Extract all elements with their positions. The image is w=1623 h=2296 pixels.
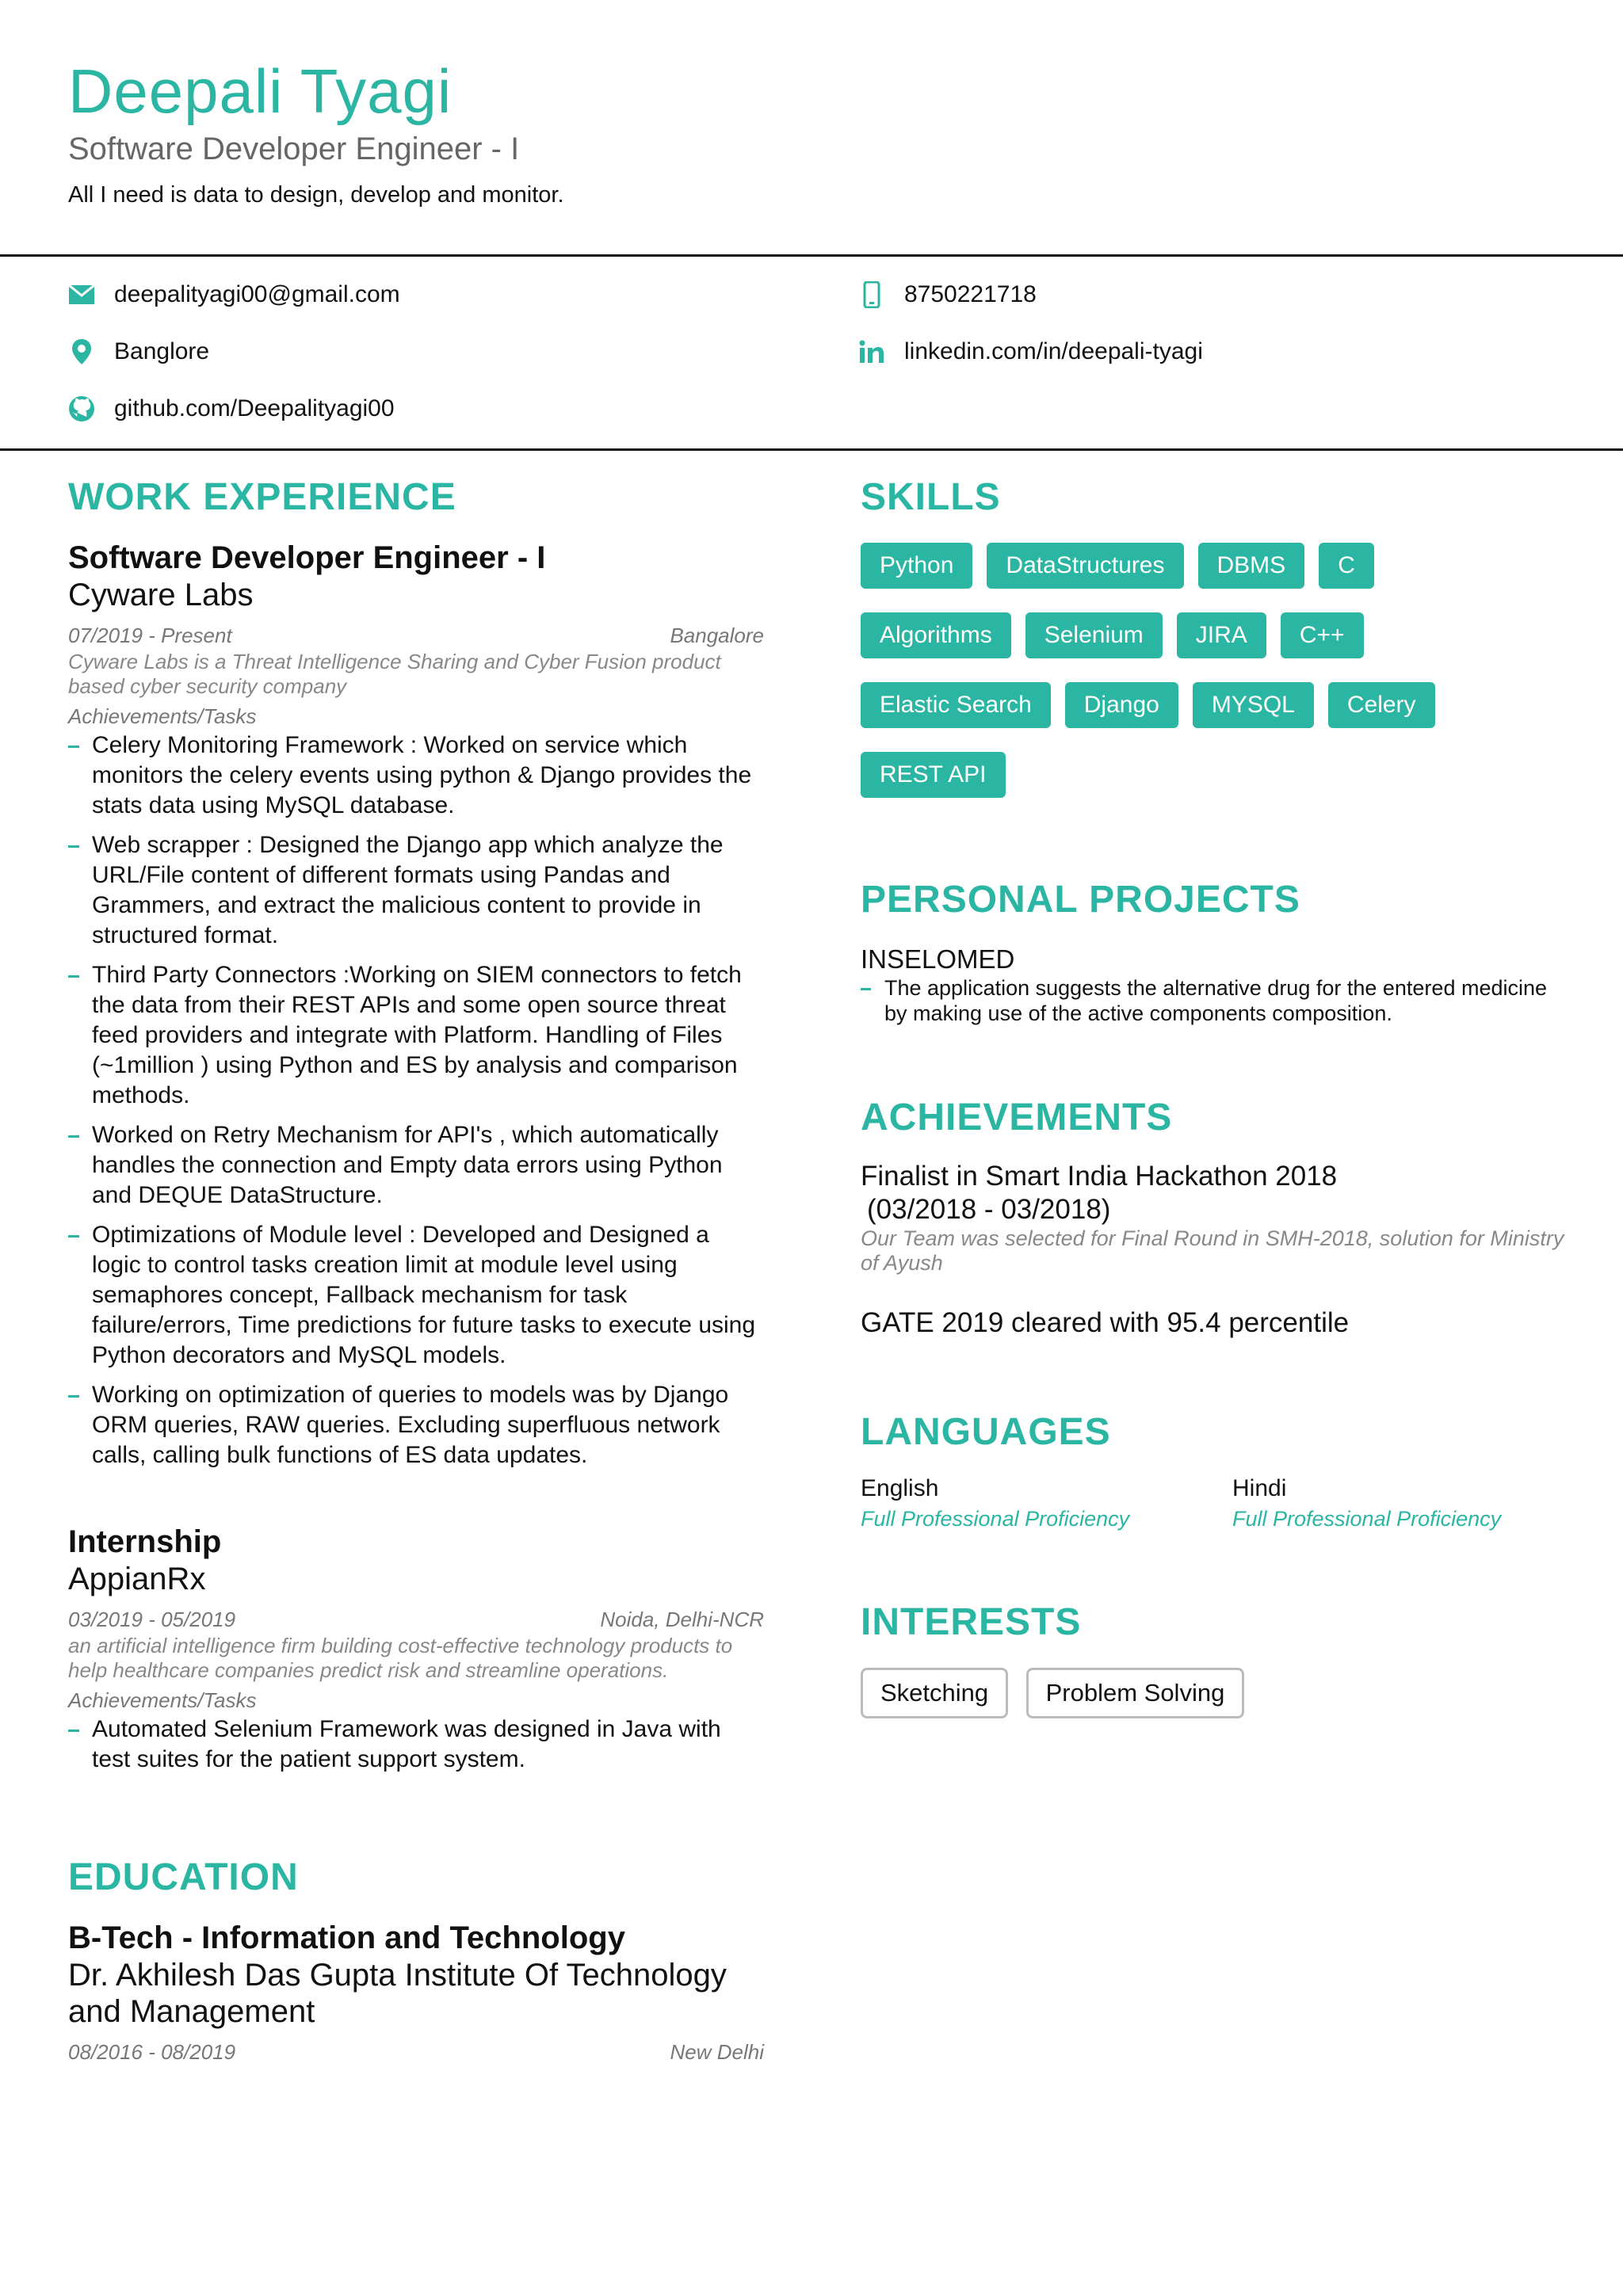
personal-projects-heading: PERSONAL PROJECTS xyxy=(861,879,1300,921)
skill-tag: DBMS xyxy=(1198,543,1305,589)
achievement-title: Finalist in Smart India Hackathon 2018 xyxy=(861,1161,1338,1192)
achievements-label: Achievements/Tasks xyxy=(68,704,257,728)
interest-tag: Sketching xyxy=(861,1668,1008,1718)
skill-tag: Django xyxy=(1065,682,1178,728)
achievement-2 xyxy=(861,1306,1574,1340)
achievements-heading: ACHIEVEMENTS xyxy=(861,1097,1173,1138)
languages-list xyxy=(861,1474,1574,1534)
language-name: Hindi xyxy=(1232,1475,1287,1501)
github-icon xyxy=(68,395,95,422)
job-dates: 07/2019 - Present xyxy=(68,624,232,647)
skill-tag: Algorithms xyxy=(861,612,1011,658)
job-meta xyxy=(68,1605,764,1634)
contact-phone[interactable] xyxy=(858,281,1037,308)
linkedin-icon xyxy=(858,338,885,365)
skill-tag: Elastic Search xyxy=(861,682,1051,728)
task-list xyxy=(68,1714,764,1775)
email-icon xyxy=(68,281,95,308)
contact-linkedin-text: linkedin.com/in/deepali-tyagi xyxy=(904,338,1203,364)
skills-list xyxy=(861,543,1574,822)
education-entry xyxy=(68,1919,764,2066)
contact-phone-text: 8750221718 xyxy=(904,281,1037,307)
achievement-title: GATE 2019 cleared with 95.4 percentile xyxy=(861,1307,1350,1338)
interest-tag: Problem Solving xyxy=(1026,1668,1245,1718)
job-location: Noida, Delhi-NCR xyxy=(600,1608,764,1631)
resume-name: Deepali Tyagi xyxy=(68,56,453,126)
task-item: Celery Monitoring Framework : Worked on service which monitors the celery events using python & Django provides the stats data using MySQL database. xyxy=(68,730,764,821)
skill-tag: C++ xyxy=(1281,612,1364,658)
job-company: Cyware Labs xyxy=(68,578,254,612)
project-name: INSELOMED xyxy=(861,944,1015,974)
contact-location xyxy=(68,338,209,365)
header-divider xyxy=(0,254,1623,257)
languages-heading: LANGUAGES xyxy=(861,1411,1111,1453)
task-item: Automated Selenium Framework was designed in Java with test suites for the patient support system. xyxy=(68,1714,764,1775)
skill-tag: JIRA xyxy=(1177,612,1266,658)
job-description: an artificial intelligence firm building cost-effective technology products to help healthcare companies predict risk and streamline operations. xyxy=(68,1634,733,1682)
education-meta xyxy=(68,2038,764,2066)
job-company: AppianRx xyxy=(68,1562,206,1596)
education-degree: B-Tech - Information and Technology xyxy=(68,1920,625,1955)
language-entry xyxy=(861,1474,1232,1534)
education-heading: EDUCATION xyxy=(68,1856,299,1898)
education-school: Dr. Akhilesh Das Gupta Institute Of Technology and Management xyxy=(68,1958,727,2029)
resume-role: Software Developer Engineer - I xyxy=(68,132,520,166)
project-entry xyxy=(861,944,1574,1026)
contact-location-text: Banglore xyxy=(114,338,210,364)
achievement-1 xyxy=(861,1160,1574,1276)
contact-email[interactable] xyxy=(68,281,400,308)
task-item: Web scrapper : Designed the Django app which analyze the URL/File content of different formats using Pandas and Grammers, and extract the malicious content to provide in structured format. xyxy=(68,830,764,951)
job-description: Cyware Labs is a Threat Intelligence Sharing and Cyber Fusion product based cyber security company xyxy=(68,650,721,698)
education-location: New Delhi xyxy=(670,2040,764,2064)
interests-list xyxy=(861,1668,1574,1718)
skill-tag: Celery xyxy=(1328,682,1435,728)
job-meta xyxy=(68,621,764,650)
skills-heading: SKILLS xyxy=(861,476,1001,518)
language-name: English xyxy=(861,1475,939,1501)
skill-tag: REST API xyxy=(861,752,1006,798)
project-task: The application suggests the alternative drug for the entered medicine by making use of the active components composition. xyxy=(861,975,1574,1026)
task-list xyxy=(68,730,764,1470)
language-entry xyxy=(1232,1474,1501,1534)
language-level: Full Professional Proficiency xyxy=(1232,1507,1502,1531)
task-item: Worked on Retry Mechanism for API's , which automatically handles the connection and Empty data errors using Python and DEQUE DataStructure. xyxy=(68,1120,764,1211)
contacts-divider xyxy=(0,448,1623,451)
skill-tag: C xyxy=(1319,543,1374,589)
work-experience-heading: WORK EXPERIENCE xyxy=(68,476,456,518)
skill-tag: DataStructures xyxy=(987,543,1183,589)
achievement-dates: (03/2018 - 03/2018) xyxy=(867,1194,1111,1225)
task-item: Third Party Connectors :Working on SIEM connectors to fetch the data from their REST APIs and some open source threat feed providers and integrate with Platform. Handling of Files (~1million ) using Python and ES by analysis and comparison methods. xyxy=(68,960,764,1111)
achievement-description: Our Team was selected for Final Round in SMH-2018, solution for Ministry of Ayush xyxy=(861,1226,1564,1275)
resume-summary: All I need is data to design, develop and monitor. xyxy=(68,182,564,208)
contact-github[interactable] xyxy=(68,395,395,422)
skill-tag: MYSQL xyxy=(1193,682,1314,728)
job-2 xyxy=(68,1523,764,1784)
achievements-label: Achievements/Tasks xyxy=(68,1688,257,1712)
task-item: Working on optimization of queries to models was by Django ORM queries, RAW queries. Excluding superfluous network calls, calling bulk functions of ES data updates. xyxy=(68,1380,764,1470)
location-pin-icon xyxy=(68,338,95,365)
contact-email-text: deepalityagi00@gmail.com xyxy=(114,281,400,307)
job-title: Software Developer Engineer - I xyxy=(68,540,546,575)
job-1 xyxy=(68,539,764,1480)
language-level: Full Professional Proficiency xyxy=(861,1507,1130,1531)
education-dates: 08/2016 - 08/2019 xyxy=(68,2040,236,2064)
contact-linkedin[interactable] xyxy=(858,338,1203,365)
contact-github-text: github.com/Deepalityagi00 xyxy=(114,395,395,421)
skill-tag: Python xyxy=(861,543,972,589)
job-title: Internship xyxy=(68,1524,222,1559)
job-dates: 03/2019 - 05/2019 xyxy=(68,1608,236,1631)
phone-icon xyxy=(858,281,885,308)
interests-heading: INTERESTS xyxy=(861,1601,1082,1643)
job-location: Bangalore xyxy=(670,624,764,647)
skill-tag: Selenium xyxy=(1025,612,1163,658)
task-item: Optimizations of Module level : Developed and Designed a logic to control tasks creation limit at module level using semaphores concept, Fallback mechanism for task failure/errors, Time predictions for future tasks to execute using Python decorators and MySQL models. xyxy=(68,1220,764,1371)
